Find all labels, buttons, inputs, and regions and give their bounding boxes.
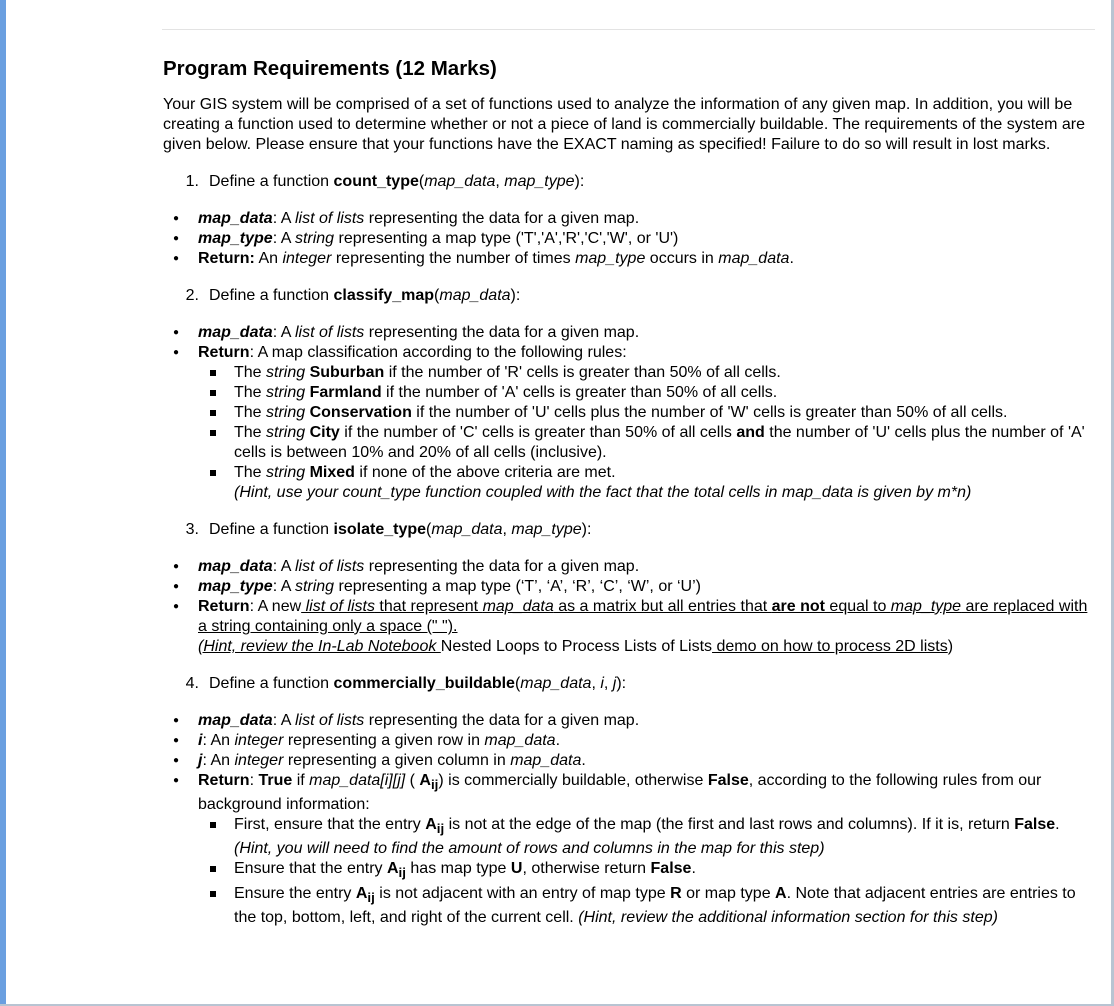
class-name: Mixed — [309, 464, 355, 481]
type: list of lists — [294, 324, 365, 341]
param: i — [600, 675, 604, 692]
param: j — [612, 675, 617, 692]
text: Define a function — [209, 173, 334, 190]
subscript: ij — [398, 865, 406, 881]
text: False — [650, 860, 692, 878]
type: list of lists — [301, 598, 375, 615]
text: has map type — [405, 860, 511, 878]
text: ): — [574, 173, 585, 190]
text: A — [280, 578, 295, 595]
item-number: 4. — [185, 675, 199, 692]
text: ) — [438, 772, 444, 789]
text: if none of the above criteria are met. — [354, 464, 616, 481]
text: representing a map type (‘T’, ‘A’, ‘R’, ‘C’, ‘W’, or ‘U’) — [334, 578, 701, 595]
text: Ensure the entry — [234, 884, 356, 902]
text: A — [280, 230, 295, 247]
text: : — [202, 732, 211, 749]
hint: (Hint, you will need to find the amount of rows and columns in the map for this step) — [234, 840, 825, 858]
notebook-link[interactable]: Nested Loops to Process Lists of Lists — [440, 638, 713, 655]
param: map_data — [482, 598, 554, 615]
param: map_data — [484, 732, 556, 749]
requirement-3 — [163, 520, 1098, 540]
text: ( — [426, 521, 432, 538]
text: are replaced with a string containing only a space (" "). — [198, 598, 1088, 635]
param: map_data — [718, 250, 790, 267]
param: map_data — [424, 173, 496, 190]
type: string — [266, 384, 306, 401]
text: is not adjacent with an entry of map type — [374, 884, 671, 902]
text: : — [272, 558, 281, 575]
text: or map type — [681, 884, 776, 902]
return-label: Return — [198, 772, 250, 789]
type: string — [266, 404, 306, 421]
text: Define a function — [209, 287, 334, 304]
text: U — [510, 860, 523, 878]
text: : — [249, 772, 259, 789]
matrix-entry: A — [386, 860, 399, 878]
matrix-entry: A — [355, 884, 368, 902]
text: : — [272, 578, 281, 595]
requirement-1 — [163, 172, 1098, 192]
text: A — [280, 558, 295, 575]
text: : — [272, 210, 281, 227]
function-name: classify_map — [333, 287, 435, 304]
list-item — [163, 597, 1098, 657]
text: as a matrix but all entries that — [553, 598, 772, 615]
function-name: commercially_buildable — [333, 675, 515, 692]
type: string — [266, 424, 306, 441]
text: . — [1055, 816, 1060, 834]
text: A — [280, 324, 295, 341]
text: that represent — [374, 598, 483, 615]
text: Define a function — [209, 675, 334, 692]
text: False — [707, 772, 749, 789]
text: , according to the following rules from our background information: — [198, 772, 1042, 814]
text: , — [502, 521, 512, 538]
param: j — [198, 752, 203, 769]
type: integer — [234, 732, 284, 749]
text: occurs in — [645, 250, 719, 267]
list-item — [163, 577, 1098, 597]
type: integer — [282, 250, 332, 267]
rule-item — [198, 403, 1098, 423]
text: representing the data for a given map. — [364, 324, 640, 341]
text: A — [775, 884, 787, 902]
text: if the number of 'C' cells is greater than 50% of all cells — [339, 424, 737, 441]
param: map_data — [431, 521, 503, 538]
param: map_data — [510, 752, 582, 769]
text: ): — [510, 287, 521, 304]
item-number: 2. — [185, 287, 199, 304]
classification-rules — [198, 363, 1098, 503]
text: is not at the edge of the map (the first and last rows and columns). If it is, return — [444, 816, 1015, 834]
rule-item — [198, 423, 1098, 463]
text: Ensure that the entry — [234, 860, 387, 878]
list-item — [163, 557, 1098, 577]
param: map_data — [198, 558, 273, 575]
function-name: isolate_type — [333, 521, 427, 538]
list-item — [163, 249, 1098, 269]
text: R — [670, 884, 682, 902]
text: : A new — [249, 598, 302, 615]
subscript: ij — [367, 889, 375, 905]
return-label: Return — [198, 598, 250, 615]
rule-item — [198, 363, 1098, 383]
param: i — [198, 732, 203, 749]
param: map_type — [504, 173, 575, 190]
hint: (Hint, review the additional information section for this step) — [578, 908, 998, 926]
text: representing a given row in — [283, 732, 485, 749]
requirement-4-title — [199, 674, 626, 694]
param: map_data — [198, 324, 273, 341]
text: A — [280, 210, 295, 227]
list-item — [163, 771, 1098, 928]
class-name: Suburban — [309, 364, 385, 381]
param: map_type — [890, 598, 962, 615]
requirement-4 — [163, 674, 1098, 694]
text: , — [495, 173, 505, 190]
text: First, ensure that the entry — [234, 816, 426, 834]
text: representing a map type ('T','A','R','C','W', or 'U') — [334, 230, 679, 247]
type: list of lists — [294, 712, 365, 729]
hint: demo on how to process 2D lists — [712, 638, 948, 655]
type: string — [294, 230, 335, 247]
text: , otherwise return — [522, 860, 651, 878]
list-item — [163, 711, 1098, 731]
requirement-1-params — [163, 209, 1098, 269]
text: The — [234, 364, 267, 381]
class-name: Conservation — [309, 404, 412, 421]
document-body — [163, 56, 1098, 928]
requirement-3-params — [163, 557, 1098, 657]
rule-item — [198, 463, 1098, 503]
text: ( — [434, 287, 440, 304]
requirement-2-params — [163, 323, 1098, 503]
buildable-rules — [198, 815, 1098, 928]
function-name: count_type — [333, 173, 419, 190]
param: map_type — [511, 521, 582, 538]
top-divider — [162, 29, 1095, 30]
hint: (Hint, use your count_type function coupled with the fact that the total cells in map_data is given by m*n) — [234, 484, 972, 501]
type: list of lists — [294, 210, 365, 227]
section-heading: Program Requirements (12 Marks) — [163, 57, 497, 80]
list-item — [163, 209, 1098, 229]
text: : — [272, 230, 281, 247]
text: An — [258, 250, 283, 267]
param: map_type — [575, 250, 646, 267]
text: representing the data for a given map. — [364, 558, 640, 575]
text: representing a given column in — [283, 752, 511, 769]
list-item — [163, 731, 1098, 751]
subscript: ij — [430, 777, 439, 793]
type: string — [266, 464, 306, 481]
text: . — [789, 250, 794, 267]
param: map_data — [439, 287, 511, 304]
text: False — [1014, 816, 1056, 834]
text: and — [736, 424, 765, 441]
text: representing the data for a given map. — [364, 712, 640, 729]
text: An — [210, 732, 235, 749]
text: ( — [405, 772, 420, 789]
param: map_data — [198, 712, 273, 729]
type: string — [266, 364, 306, 381]
text: Define a function — [209, 521, 334, 538]
text: if — [292, 772, 310, 789]
text: if the number of 'A' cells is greater than 50% of all cells. — [381, 384, 778, 401]
class-name: Farmland — [309, 384, 382, 401]
text: The — [234, 424, 267, 441]
param: map_type — [198, 578, 273, 595]
text: is commercially buildable, otherwise — [443, 772, 708, 789]
text: ( — [418, 173, 425, 190]
return-label: Return: — [198, 250, 255, 267]
text: ): — [616, 675, 627, 692]
item-number: 3. — [185, 521, 199, 538]
text: if the number of 'R' cells is greater than 50% of all cells. — [384, 364, 781, 381]
text: : — [202, 752, 211, 769]
item-number: 1. — [185, 173, 199, 190]
text: : — [272, 324, 281, 341]
text: if the number of 'U' cells plus the number of 'W' cells is greater than 50% of all cells. — [411, 404, 1008, 421]
text: are not — [771, 598, 825, 615]
list-item — [163, 751, 1098, 771]
hint: (Hint, review the In-Lab Notebook — [198, 638, 441, 655]
text: representing the number of times — [331, 250, 576, 267]
underlined-text — [198, 598, 1087, 635]
matrix-entry: A — [419, 772, 431, 789]
text: . — [555, 732, 561, 749]
intro-paragraph: Your GIS system will be comprised of a set of functions used to analyze the information of any given map. In addition, you will be creating a function used to determine whether or not a piece of land is commercially buildable. The requirements of the system are given below. Please ensure that your functions have the EXACT naming as specified! Failure to do so will result in lost marks. — [163, 96, 1085, 153]
param: map_data — [198, 210, 273, 227]
param: map_data — [520, 675, 592, 692]
text: the number of 'U' cells plus the number of 'A' cells is between 10% and 20% of all cells (inclusive). — [234, 424, 1085, 461]
type: list of lists — [294, 558, 365, 575]
text: The — [234, 384, 267, 401]
text: . Note that adjacent entries are entries to the top, bottom, left, and right of the current cell. — [234, 884, 1076, 926]
param: map_type — [198, 230, 273, 247]
subscript: ij — [436, 821, 445, 837]
text: An — [210, 752, 235, 769]
requirement-3-title — [199, 520, 591, 540]
text: ( — [514, 675, 521, 692]
requirement-2 — [163, 286, 1098, 306]
text: True — [258, 772, 293, 789]
text: ) — [947, 638, 954, 655]
requirement-1-title — [199, 172, 584, 192]
rule-item — [198, 859, 1098, 883]
matrix-entry: A — [425, 816, 437, 834]
list-item — [163, 323, 1098, 343]
rule-item — [198, 884, 1098, 928]
list-item — [163, 229, 1098, 249]
text: . — [691, 860, 696, 878]
type: string — [294, 578, 335, 595]
left-border — [0, 0, 6, 1006]
rule-item — [198, 383, 1098, 403]
class-name: City — [309, 424, 340, 441]
requirement-2-title — [199, 286, 520, 306]
text: A — [280, 712, 295, 729]
text: . — [581, 752, 586, 769]
rule-item — [198, 815, 1098, 859]
type: integer — [234, 752, 284, 769]
text: : A map classification according to the following rules: — [249, 344, 627, 361]
expression: map_data[i][j] — [309, 772, 406, 789]
text: equal to — [824, 598, 891, 615]
text: representing the data for a given map. — [364, 210, 640, 227]
text: The — [234, 404, 267, 421]
text: , — [591, 675, 601, 692]
list-item — [163, 343, 1098, 503]
text: , — [603, 675, 613, 692]
text: : — [272, 712, 281, 729]
requirement-4-params — [163, 711, 1098, 928]
text: ): — [581, 521, 592, 538]
text: The — [234, 464, 267, 481]
return-label: Return — [198, 344, 250, 361]
